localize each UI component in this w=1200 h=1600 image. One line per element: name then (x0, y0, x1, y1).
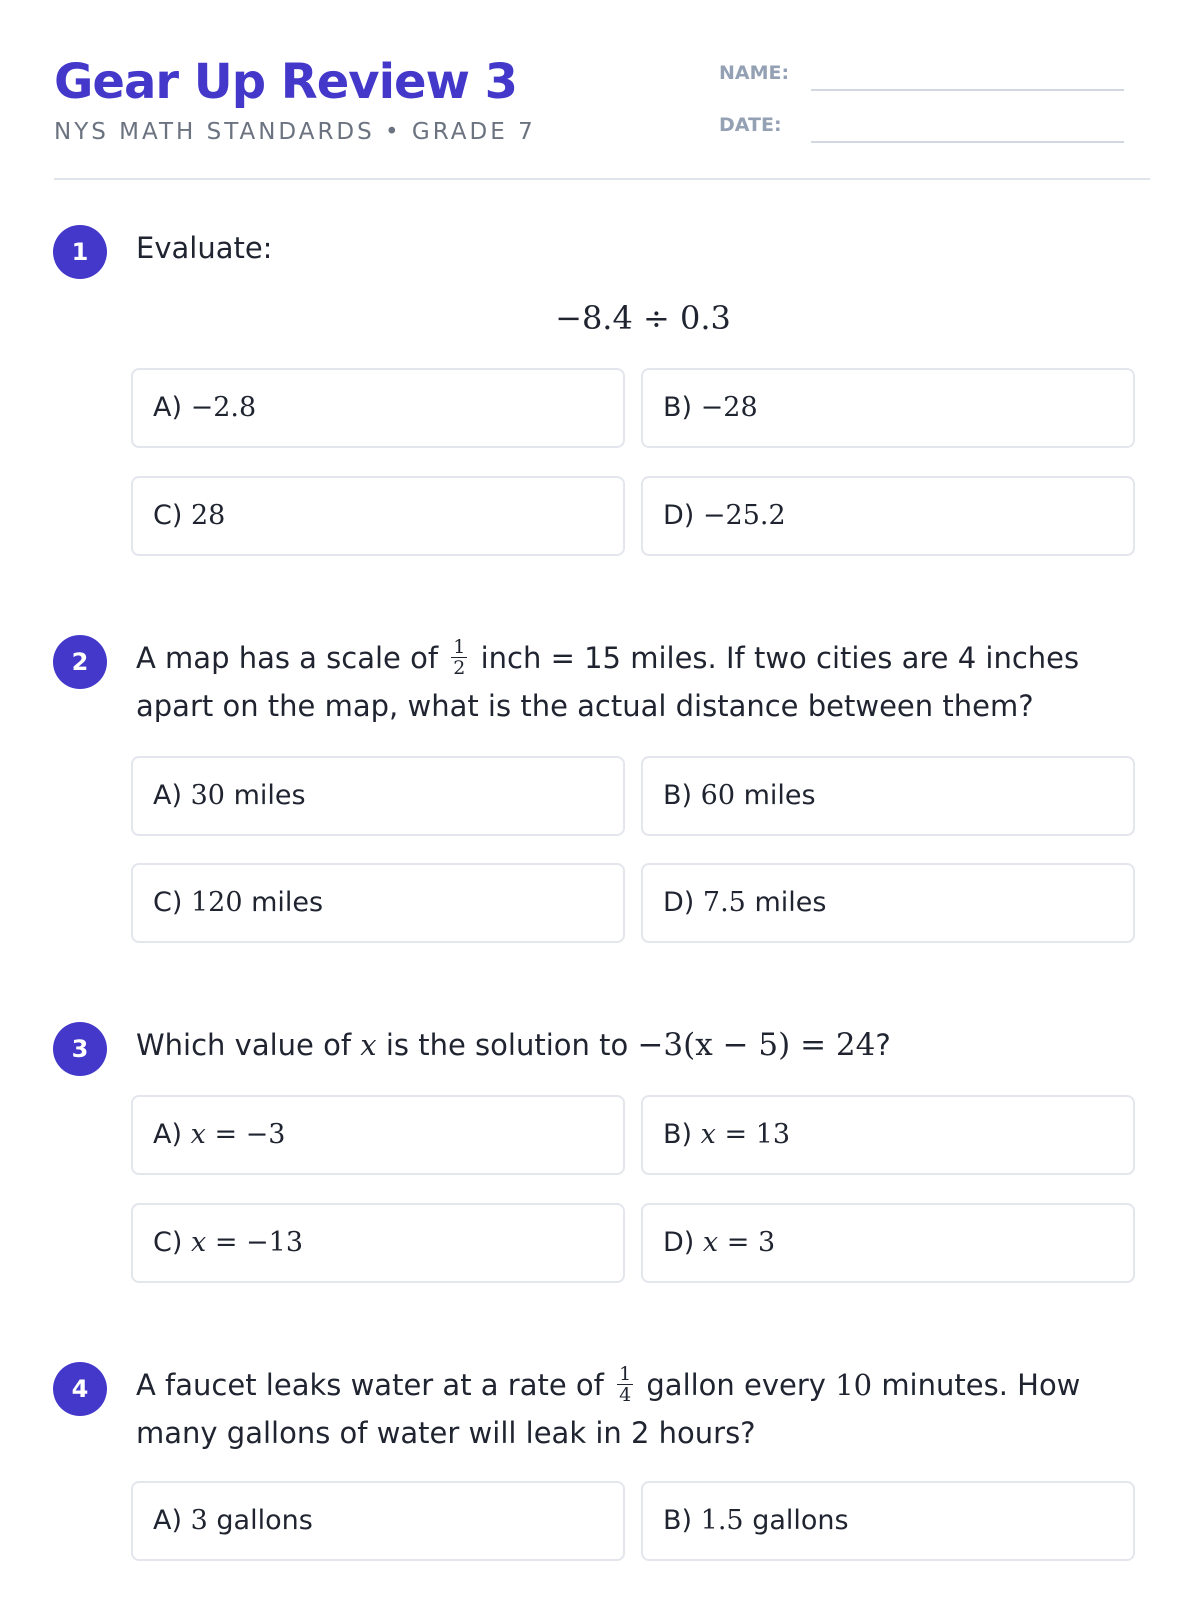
name-label: NAME: (719, 62, 790, 84)
answer-choice-c[interactable] (131, 1203, 625, 1283)
choice-letter: C) (153, 887, 183, 918)
choice-letter: D) (663, 1227, 695, 1258)
choice-value: 30 (190, 780, 225, 811)
prompt-text: minutes. How many gallons of water will leak in 2 hours? (136, 1368, 1081, 1450)
question-expression: −8.4 ÷ 0.3 (555, 299, 731, 337)
choice-unit: gallons (216, 1505, 313, 1536)
choice-value: −28 (700, 392, 758, 423)
choice-value: = −3 (214, 1119, 286, 1150)
answer-choice-a[interactable] (131, 756, 625, 836)
answer-choice-c[interactable] (131, 476, 625, 556)
answer-choice-b[interactable] (641, 1095, 1135, 1175)
page-title: Gear Up Review 3 (54, 54, 518, 110)
choice-letter: C) (153, 1227, 183, 1258)
choice-value: = 3 (726, 1227, 776, 1258)
question-prompt (136, 1021, 1150, 1069)
fraction (617, 1364, 633, 1405)
choice-letter: A) (153, 780, 183, 811)
question-prompt (136, 1361, 1150, 1457)
choice-value: −2.8 (190, 392, 257, 423)
prompt-text: A map has a scale of (136, 641, 439, 675)
question-prompt: Evaluate: (136, 231, 273, 265)
name-field-line[interactable] (811, 89, 1124, 91)
minutes-value: 10 (835, 1368, 873, 1402)
choice-unit: miles (233, 780, 306, 811)
choice-value: 1.5 (700, 1505, 744, 1536)
choice-unit: miles (754, 887, 827, 918)
choice-letter: A) (153, 1505, 183, 1536)
answer-choice-d[interactable] (641, 863, 1135, 943)
fraction (451, 637, 467, 678)
prompt-text: Which value of (136, 1028, 352, 1062)
answer-choice-b[interactable] (641, 756, 1135, 836)
choice-value: 3 (190, 1505, 208, 1536)
choice-value: = 13 (724, 1119, 791, 1150)
choice-letter: A) (153, 392, 183, 423)
choice-variable: x (700, 1119, 716, 1150)
choice-letter: B) (663, 1119, 693, 1150)
answer-choice-a[interactable] (131, 1481, 625, 1561)
choice-unit: gallons (752, 1505, 849, 1536)
question-number-badge: 2 (53, 635, 107, 689)
choice-value: 7.5 (702, 887, 746, 918)
worksheet-header (54, 50, 1150, 180)
prompt-text: A faucet leaks water at a rate of (136, 1368, 604, 1402)
equation: −3(x − 5) = 24 (637, 1027, 876, 1063)
choice-unit: miles (743, 780, 816, 811)
variable: x (360, 1028, 377, 1062)
choice-letter: A) (153, 1119, 183, 1150)
answer-choice-d[interactable] (641, 1203, 1135, 1283)
fraction-numerator: 1 (619, 1362, 632, 1385)
question-number-badge: 3 (53, 1022, 107, 1076)
page-subtitle: NYS MATH STANDARDS • GRADE 7 (54, 119, 536, 145)
choice-letter: B) (663, 392, 693, 423)
question-number-badge: 4 (53, 1362, 107, 1416)
choice-letter: B) (663, 1505, 693, 1536)
fraction-denominator: 4 (619, 1383, 632, 1406)
answer-choice-b[interactable] (641, 1481, 1135, 1561)
prompt-end: ? (875, 1028, 891, 1062)
choice-value: 120 (190, 887, 243, 918)
choice-variable: x (190, 1119, 206, 1150)
fraction-denominator: 2 (453, 656, 466, 679)
choice-variable: x (190, 1227, 207, 1258)
question-number-badge: 1 (53, 225, 107, 279)
choice-value: = −13 (214, 1227, 303, 1258)
choice-unit: miles (251, 887, 324, 918)
date-field-line[interactable] (811, 141, 1124, 143)
choice-letter: C) (153, 500, 183, 531)
answer-choice-d[interactable] (641, 476, 1135, 556)
prompt-text: is the solution to (385, 1028, 629, 1062)
choice-letter: B) (663, 780, 693, 811)
choice-value: 60 (700, 780, 736, 811)
answer-choice-a[interactable] (131, 368, 625, 448)
question-prompt (136, 634, 1150, 730)
prompt-text: gallon every (646, 1368, 826, 1402)
choice-value: 28 (190, 500, 226, 531)
choice-variable: x (702, 1227, 719, 1258)
answer-choice-a[interactable] (131, 1095, 625, 1175)
fraction-numerator: 1 (453, 635, 466, 658)
prompt-text: inch = 15 miles. If two cities are 4 inches apart on the map, what is the actual distance between them? (136, 641, 1080, 723)
answer-choice-c[interactable] (131, 863, 625, 943)
choice-letter: D) (663, 887, 695, 918)
answer-choice-b[interactable] (641, 368, 1135, 448)
date-label: DATE: (719, 114, 782, 136)
choice-letter: D) (663, 500, 695, 531)
choice-value: −25.2 (702, 500, 786, 531)
